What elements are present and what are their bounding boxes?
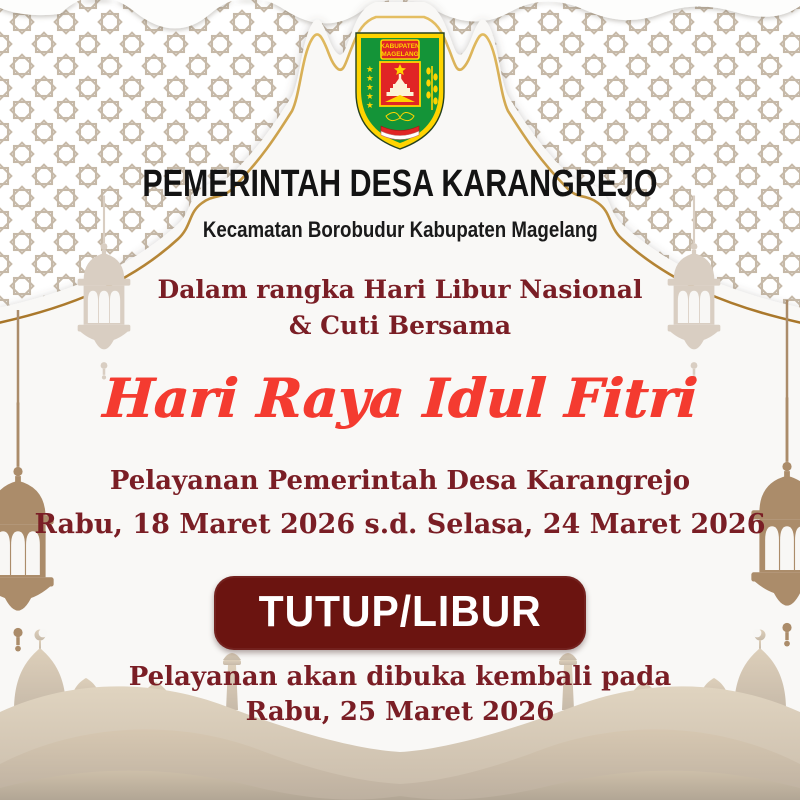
star-column-icon [366, 65, 374, 111]
page-title: PEMERINTAH DESA KARANGREJO [142, 163, 658, 205]
reopen-text [0, 660, 800, 730]
svg-text:★: ★ [366, 101, 374, 111]
reopen-line-2: Rabu, 25 Maret 2026 [245, 697, 555, 728]
reopen-line-1: Pelayanan akan dibuka kembali pada [128, 662, 672, 692]
intro-line-2: & Cuti Bersama [288, 311, 512, 341]
svg-text:★: ★ [366, 65, 374, 75]
status-badge: TUTUP/LIBUR [214, 576, 586, 650]
svg-text:★: ★ [366, 92, 374, 102]
event-title: Hari Raya Idul Fitri [101, 366, 699, 430]
intro-text [0, 272, 800, 345]
intro-line-1: Dalam rangka Hari Libur Nasional [157, 275, 643, 304]
date-range: Rabu, 18 Maret 2026 s.d. Selasa, 24 Maret 2026 [34, 509, 766, 540]
page-subtitle: Kecamatan Borobudur Kabupaten Magelang [202, 217, 598, 242]
svg-text:★: ★ [366, 83, 374, 93]
crest-banner-text: MAGELANG [381, 51, 419, 58]
kabupaten-magelang-crest [352, 30, 448, 152]
status-badge-row [0, 576, 800, 650]
crest-banner-text: KABUPATEN [380, 43, 420, 50]
svg-text:★: ★ [366, 74, 374, 84]
service-line: Pelayanan Pemerintah Desa Karangrejo [109, 466, 691, 496]
